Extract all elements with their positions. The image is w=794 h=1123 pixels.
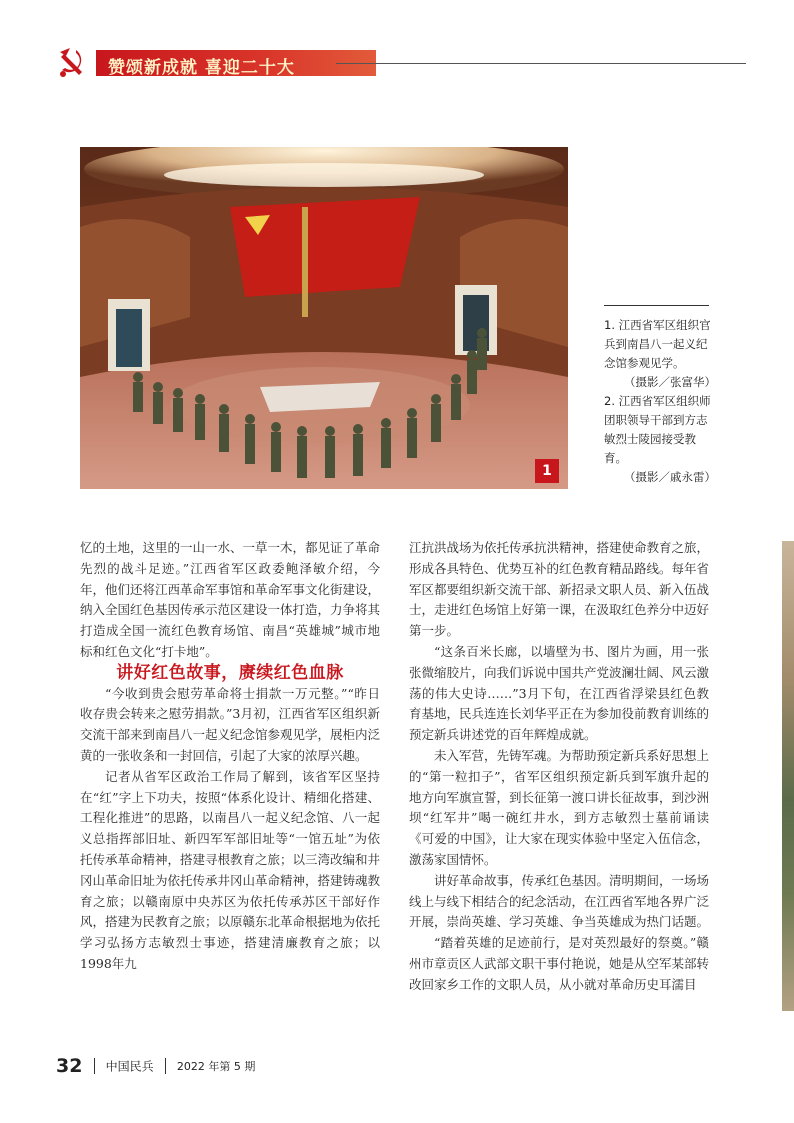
- magazine-name: 中国民兵: [105, 1059, 154, 1074]
- museum-photo: [80, 147, 568, 489]
- header-banner: [96, 50, 376, 76]
- paragraph: “今收到贵会慰劳革命将士捐款一万元整。”“昨日收存贵会转来之慰劳捐款。”3月初，江西省军区组织新交流干部来到南昌八一起义纪念馆参观见学，展柜内泛黄的一张收条和一封回信，引起了大家的浓厚兴趣。: [80, 685, 381, 763]
- page-footer: [56, 1055, 255, 1077]
- caption-credit-2: （摄影／戚永雷）: [624, 470, 716, 484]
- paragraph: “踏着英雄的足迹前行，是对英烈最好的祭奠。”赣州市章贡区人武部文职干事付艳说，她是从空军某部转改回家乡工作的文职人员，从小就对革命历史耳濡目: [409, 935, 710, 992]
- caption-credit-1: （摄影／张富华）: [624, 375, 716, 389]
- caption-item-1: 1. 江西省军区组织官兵到南昌八一起义纪念馆参观见学。: [604, 318, 711, 370]
- right-column: [409, 538, 709, 996]
- section-subheading: 讲好红色故事，赓续红色血脉: [116, 662, 344, 683]
- paragraph: 忆的土地，这里的一山一水、一草一木，都见证了革命先烈的战斗足迹。”江西省军区政委鲍泽敏介绍，今年，他们还将江西革命军事馆和革命军事文化街建设，纳入全国红色基因传承示范区建设一体打造，力争将其打造成全国一流红色教育场馆、南昌“英雄城”城市地标和红色文化“打卡地”。: [80, 540, 381, 659]
- left-column: [80, 538, 380, 975]
- header-rule: [336, 63, 746, 64]
- section-header: [56, 46, 746, 80]
- paragraph: 记者从省军区政治工作局了解到，该省军区坚持在“红”字上下功夫，按照“体系化设计、精细化搭建、工程化推进”的思路，以南昌八一起义纪念馆、八一起义总指挥部旧址、新四军军部旧址等“一馆五址”为依托传承革命精神，搭建寻根教育之旅；以三湾改编和井冈山革命旧址为依托传承井冈山革命精神，搭建铸魂教育之旅；以赣南原中央苏区为依托传承苏区干部好作风，搭建为民教育之旅；以原赣东北革命根据地为依托学习弘扬方志敏烈士事迹，搭建清廉教育之旅；以1998年九: [80, 768, 381, 971]
- footer-divider: [94, 1058, 95, 1074]
- caption-item-2: 2. 江西省军区组织师团职领导干部到方志敏烈士陵园接受教育。: [604, 394, 711, 465]
- party-emblem-icon: [56, 46, 92, 80]
- paragraph: 讲好革命故事，传承红色基因。清明期间，一场场线上与线下相结合的纪念活动，在江西省军地各界广泛开展，崇尚英雄、学习英雄、争当英雄成为热门话题。: [409, 872, 710, 930]
- paragraph: “这条百米长廊，以墙壁为书、图片为画，用一张张微缩胶片，向我们诉说中国共产党波澜壮阔、风云激荡的伟大史诗……”3月下旬，在江西省浮梁县红色教育基地，民兵连连长刘华平正在为参加役前教育训练的预定新兵讲述党的百年辉煌成就。: [409, 643, 710, 743]
- paragraph: 江抗洪战场为依托传承抗洪精神，搭建使命教育之旅，形成各具特色、优势互补的红色教育精品路线。每年省军区都要组织新交流干部、新招录文职人员、新入伍战士，走进红色场馆上好第一课，在汲取红色养分中迈好第一步。: [409, 540, 710, 639]
- caption-rule: [604, 305, 709, 306]
- page-number: 32: [56, 1055, 83, 1077]
- paragraph: 未入军营，先铸军魂。为帮助预定新兵系好思想上的“第一粒扣子”，省军区组织预定新兵到军旗升起的地方向军旗宣誓，到长征第一渡口讲长征故事，到沙洲坝“红军井”喝一碗红井水，到方志敏烈士墓前诵读《可爱的中国》，让大家在现实体验中坚定入伍信念，激荡家国情怀。: [409, 747, 710, 867]
- photo-number-badge: 1: [535, 459, 559, 483]
- footer-divider: [165, 1058, 166, 1074]
- photo-caption: [604, 316, 716, 487]
- museum-illustration: [80, 147, 568, 489]
- adjacent-photo-strip: [782, 541, 794, 1011]
- header-title: 赞颂新成就 喜迎二十大: [108, 58, 295, 78]
- issue-label: 2022 年第 5 期: [176, 1060, 256, 1073]
